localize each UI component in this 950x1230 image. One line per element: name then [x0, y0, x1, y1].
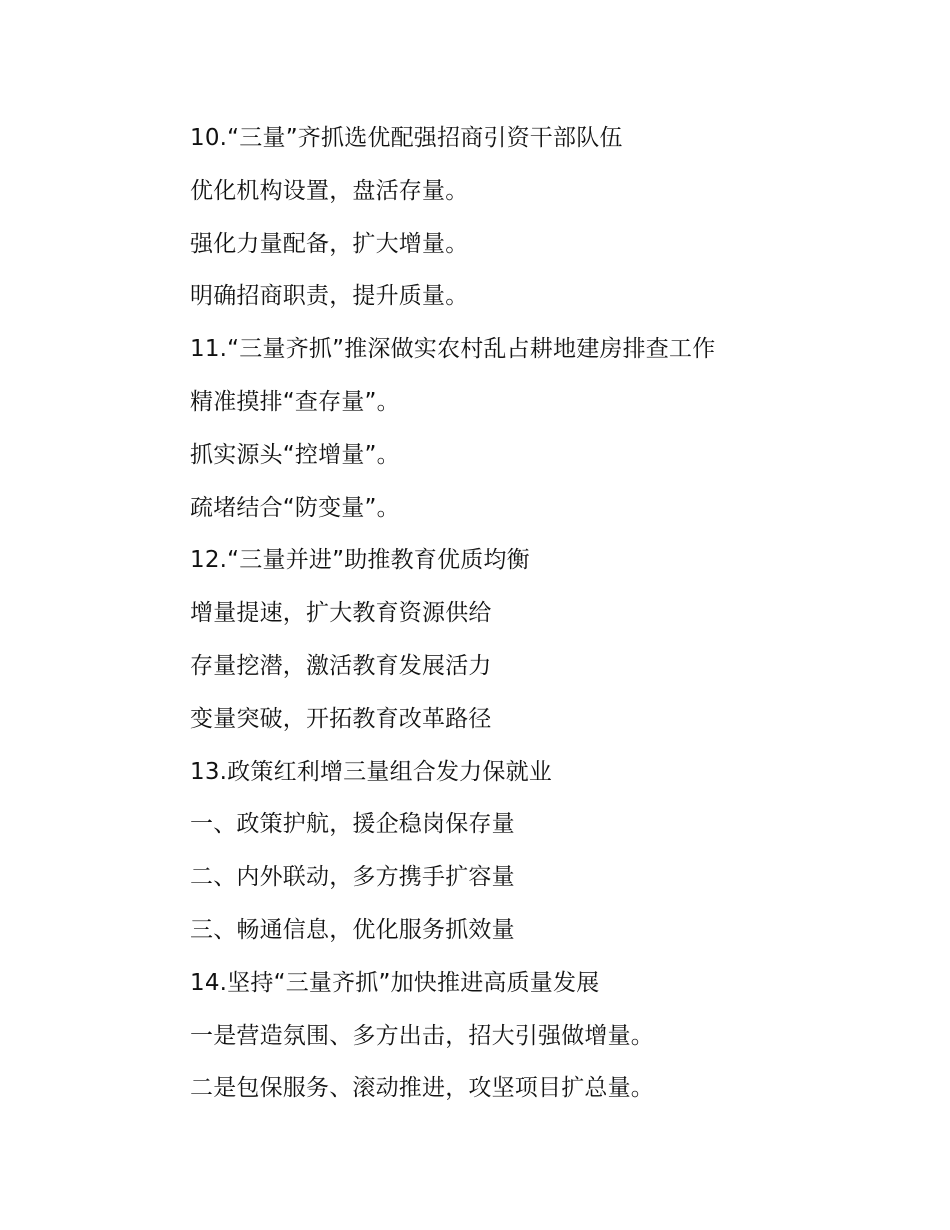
- section-heading-13: 13.政策红利增三量组合发力保就业: [190, 758, 552, 785]
- section-11-item-1: 精准摸排“查存量”。: [190, 388, 400, 415]
- section-10-item-2: 强化力量配备，扩大增量。: [190, 230, 469, 257]
- section-11-item-2: 抓实源头“控增量”。: [190, 441, 400, 468]
- section-11-item-3: 疏堵结合“防变量”。: [190, 494, 400, 521]
- section-heading-11: 11.“三量齐抓”推深做实农村乱占耕地建房排查工作: [190, 336, 716, 363]
- section-10-item-3: 明确招商职责，提升质量。: [190, 283, 469, 310]
- section-heading-10: 10.“三量”齐抓选优配强招商引资干部队伍: [190, 125, 623, 151]
- section-heading-14: 14.坚持“三量齐抓”加快推进高质量发展: [190, 969, 600, 996]
- section-13-item-1: 一、政策护航，援企稳岗保存量: [190, 811, 515, 838]
- section-12-item-2: 存量挖潜，激活教育发展活力: [190, 652, 492, 679]
- section-heading-12: 12.“三量并进”助推教育优质均衡: [190, 547, 530, 574]
- section-14-item-1: 一是营造氛围、多方出击，招大引强做增量。: [190, 1022, 654, 1049]
- section-12-item-3: 变量突破，开拓教育改革路径: [190, 705, 492, 732]
- section-10-item-1: 优化机构设置，盘活存量。: [190, 177, 469, 204]
- section-14-item-2: 二是包保服务、滚动推进，攻坚项目扩总量。: [190, 1075, 654, 1102]
- section-13-item-2: 二、内外联动，多方携手扩容量: [190, 864, 515, 891]
- section-13-item-3: 三、畅通信息，优化服务抓效量: [190, 916, 515, 943]
- section-12-item-1: 增量提速，扩大教育资源供给: [190, 600, 492, 627]
- document-body: [190, 112, 890, 1115]
